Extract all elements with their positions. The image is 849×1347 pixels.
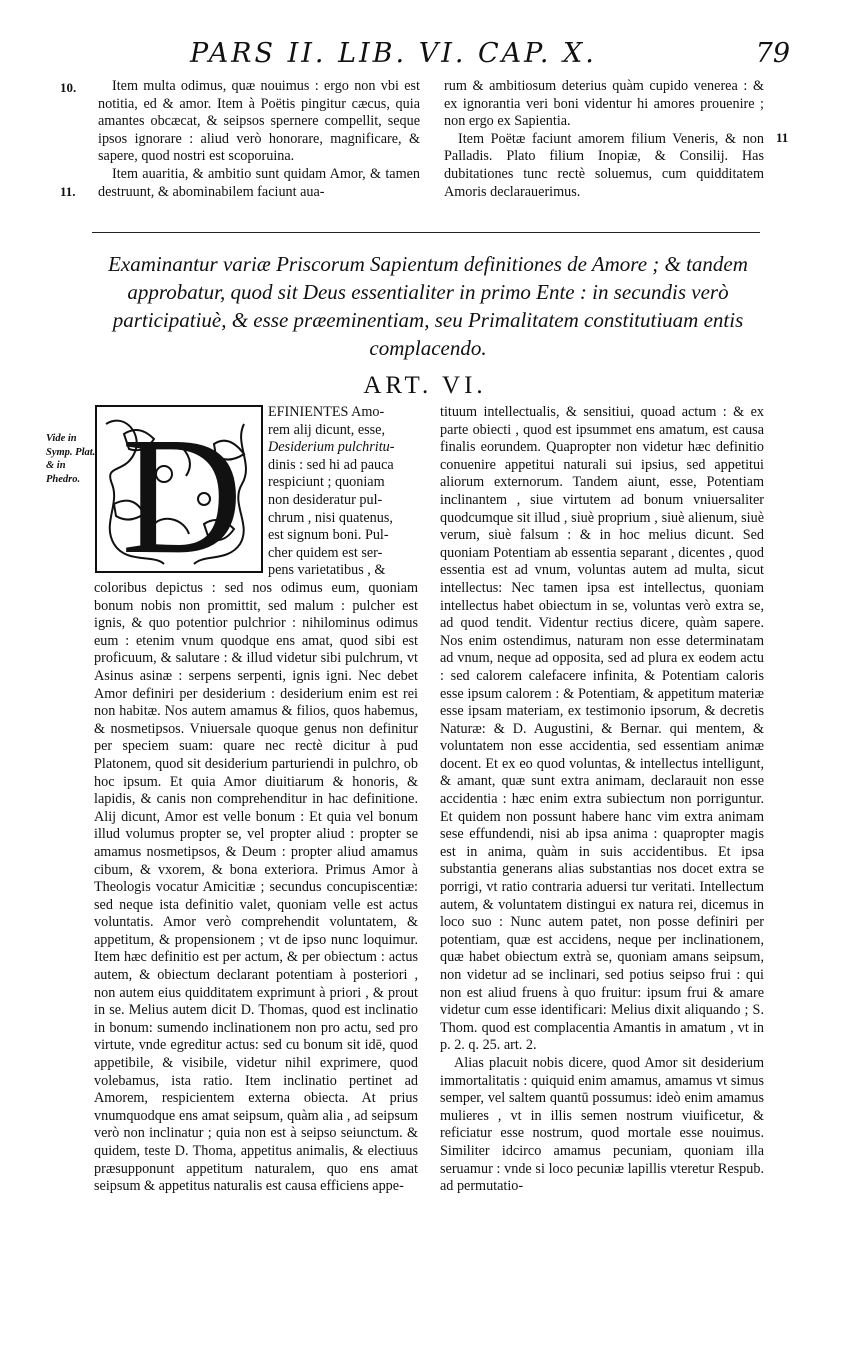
dropcap-letter: D — [121, 404, 243, 574]
opening-line: dinis : sed hi ad pauca — [268, 456, 394, 473]
opening-line: Desiderium pulchritu- — [268, 439, 395, 456]
section-divider — [92, 232, 760, 233]
page-header — [190, 38, 790, 72]
opening-line: EFINIENTES Amo- — [268, 404, 385, 420]
opening-lines — [268, 404, 426, 580]
paragraph: Item auaritia, & ambitio sunt quidam Amor, & tamen destruunt, & abominabilem faciunt aua- — [98, 165, 420, 200]
running-head: PARS II. LIB. VI. CAP. X. — [190, 38, 597, 69]
margin-number-11-right: 11 — [776, 130, 789, 145]
article-summary-heading: Examinantur variæ Priscorum Sapientum definitiones de Amore ; & tandem approbatur, quod sit Deus essentialiter in primo Ente : in secundis verò participatiuè, & esse præeminentiam, seu Primalitatem constitutiuam entis complacendo. — [108, 252, 748, 360]
right-body-column — [440, 404, 764, 1196]
paragraph: Item multa odimus, quæ nouimus : ergo non vbi est notitia, ed & amor. Item à Poëtis pingitur cæcus, quia amantes obcæcat, & seipsos spernere compellit, seque ipsos ignorare : aliud verò honorare, magnificare, & sapere, quod nostri est scoporuina. — [98, 78, 420, 165]
opening-line: cher quidem est ser- — [268, 544, 383, 561]
margin-number-11-left: 11. — [60, 184, 76, 199]
top-right-column — [444, 78, 764, 201]
opening-line: respiciunt ; quoniam — [268, 474, 385, 491]
paragraph: tituum intellectualis, & sensitiui, quoad actum : & ex parte obiecti , quod est ipsummet ens amatum, est causa finalis eorundem. Quapropter non videtur hæc definitio conuenire appetitui naturali sui ipsius, sed appetitui aliorum externorum. Tandem aiunt, esse, Potentiam inclinantem , siue virtutem ad bonum vniuersaliter quodcumque sit illud , siuè proprium , siuè alienum, siuè verum, siuè falsum : & in hoc melius dicunt. Sed quoniam Potentiam ab essentia separant , dicentes , quod essentia est ad vnum, voluntas autem ad multa, sicut intellectus: Nec tamen ipsa est intellectus, quoniam intellectus habet obiectum in se, voluntas verò extra se, ad quod tendit. Videntur rectius dicere, quàm sapere. Nos enim ostendimus, naturam non esse determinatam ad vnum, neque ad opposita, sed ad plura ex eodem actu : sed calorem calefacere infinita, & Potentiam caloris esse ipsum calorem : & Potentiam, & appetitum materiæ esse ipsam materiam, ex testimonio ipsorum, & decretis Naturæ: & D. Augustini, & Bernar. qui mentem, & voluntatem non esse accidentia, sed essentiam animæ docent. Et ex eo quod voluntas, & intellectus intelligunt, & amant, quæ sunt extra animam, declarauit non esse accidentia : hæc enim extra subiectum non porriguntur. Et quidem non possunt habere hanc vim extra animam sese effundendi, nisi ab ipsa anima : quapropter magis est in anima, quàm in suis accidentibus. Et ipsa substantia generans alias substantias nos docet extra se porrigi, vt ratio contraria aduersi tur veritati. Intellectum autem, & voluntatem distingui ex natura rei, dicemus in loco suo : Nunc autem patet, non posse definiri per potentiam, quæ est accidens, neque per inclinationem, quæ habet obiectum extrà se, quoniam amans seipsum, non videtur ad se inclinari, sed potius seipso frui : qui non est aliud fruens à quo fruitur: ipsum frui & amare videtur cum esse identificari: Melius dixit aliquando ; S. Thom. quod est complacentia Amantis in amatum , vt in p. 2. q. 25. art. 2. — [440, 404, 764, 1054]
opening-line: est signum boni. Pul- — [268, 527, 389, 544]
paragraph: coloribus depictus : sed nos odimus eum, quoniam bonum nobis non promittit, sed malum : pulcher est ignis, & quo potentior pulchrior : nihilominus odimus eum : etenim vnum quodque ens amat, quod sibi est proficuum, & salutare : & illud videtur sibi pulchrum, vt Asinus asinæ : serpens serpenti, ignis igni. Nec debet Amor definiri per desiderium : desiderium enim est rei non habitæ. Nos autem amamus & filios, quos habemus, & nosmetipsos. Vniuersale quoque genus non definitur per speciem suam: quare nec rectè dicitur à pud Platonem, quod sit desiderium parturiendi in pulchro, ob hoc ipsum. Et quia Amor diuitiarum & honoris, & lapidis, & canis non comprehenditur in hac definitione. Alij dicunt, Amor est velle bonum : Et quia vel bonum illud volumus propter se, vel propter aliud : propter se amamus nosmetipsos, & Deum : propter aliud amamus cibum, & vxorem, & bona exteriora. Primus Amor à Theologis vocatur Amicitiæ ; secundus concupiscentiæ: sed neque ista definitio valet, quoniam velle est actus voluntatis. Amor verò comprehendit voluntatem, & appetitum, & propensionem ; vt de ipso nunc loquimur. Item hæc definitio est per actum, & per obiectum : actus autem, & obiectum declarant potentiam à posteriori , non autem eius quidditatem exprimunt à priori , & prout in se. Melius autem dicit D. Thomas, quod est inclinatio in bonum: sumendo inclinationem non pro actu, sed pro virtute, vnde egreditur actus: sed cu bonum sit idē, quod appetibile, & visibile, videtur nihil exprimere, quod volebamus, ista ratio. Item inclinatio pertinet ad Amorem, respicientem externa obiecta. At prius vnumquodque ens amat seipsum, quàm alia , ad seipsum verò non inclinatur ; quia non est à seipso seiunctum. & quidem, teste D. Thoma, appetitus animalis, & electiuus præsupponunt appetitum naturalem, quo ens amat seipsum & appetitus naturalis est causa efficiens appe- — [94, 580, 418, 1195]
left-body-column — [94, 580, 418, 1196]
paragraph: Alias placuit nobis dicere, quod Amor sit desiderium immortalitatis : quiquid enim amamus, amamus vt simus semper, vel saltem quantū possumus: ideò enim amamus mulieres , vt in illis semen nostrum viuificetur, & reficiatur esse nostrum, quod mortale esse nouimus. Similiter idcirco amamus pecuniam, quoniam illa seruamur : vnde si loco pecuniæ lapillis vteretur Respub. ad permutatio- — [440, 1054, 764, 1195]
opening-line: chrum , nisi quatenus, — [268, 509, 393, 526]
paragraph: rum & ambitiosum deterius quàm cupido venerea : & ex ignorantia veri boni videntur hi amores prouenire ; non ergo ex Sapientia. — [444, 78, 764, 130]
opening-line: pens varietatibus , & — [268, 562, 386, 579]
top-left-column — [98, 78, 420, 201]
ornamental-initial — [94, 404, 264, 574]
opening-line: rem alij dicunt, esse, — [268, 421, 386, 438]
opening-line: non desideratur pul- — [268, 491, 383, 508]
margin-number-10: 10. — [60, 80, 77, 95]
margin-reference-note: Vide in Symp. Plat. & in Phedro. — [46, 433, 96, 485]
article-number: ART. VI. — [363, 372, 487, 399]
woodcut-ornament-icon — [94, 404, 264, 574]
page-number: 79 — [755, 38, 790, 69]
paragraph: Item Poëtæ faciunt amorem filium Veneris, & non Palladis. Plato filium Inopiæ, & Consilij. Has dubitationes tunc rectè soluemus, cum quidditatem Amoris declarauerimus. — [444, 130, 764, 200]
